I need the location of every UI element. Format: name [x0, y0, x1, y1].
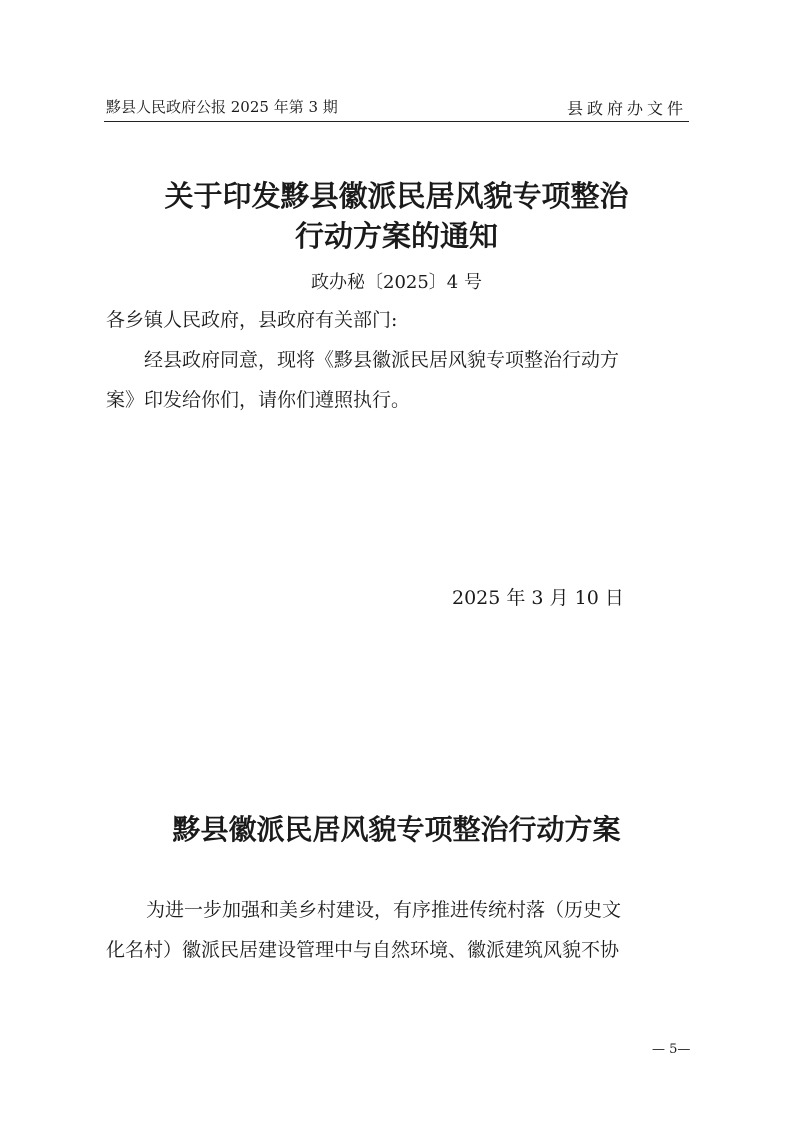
salutation: 各乡镇人民政府，县政府有关部门:	[106, 309, 398, 331]
document-category-label: 县政府办文件	[566, 99, 687, 118]
notice-paragraph-line-2: 案》印发给你们，请你们遵照执行。	[106, 389, 411, 411]
notice-paragraph-line-1: 经县政府同意，现将《黟县徽派民居风貌专项整治行动方	[144, 349, 620, 371]
notice-title-line-1: 关于印发黟县徽派民居风貌专项整治	[164, 179, 629, 213]
plan-title: 黟县徽派民居风貌专项整治行动方案	[172, 813, 621, 846]
document-number: 政办秘〔2025〕4 号	[311, 272, 482, 293]
issue-date: 2025 年 3 月 10 日	[452, 587, 624, 609]
bulletin-issue-label: 黟县人民政府公报 2025 年第 3 期	[106, 98, 338, 116]
plan-paragraph-line-1: 为进一步加强和美乡村建设，有序推进传统村落（历史文	[146, 899, 622, 921]
notice-title-line-2: 行动方案的通知	[294, 219, 498, 253]
page-number: — 5—	[652, 1042, 691, 1057]
notice-title	[0, 176, 793, 256]
header-divider	[104, 121, 689, 122]
plan-paragraph-line-2: 化名村）徽派民居建设管理中与自然环境、徽派建筑风貌不协	[106, 939, 620, 961]
